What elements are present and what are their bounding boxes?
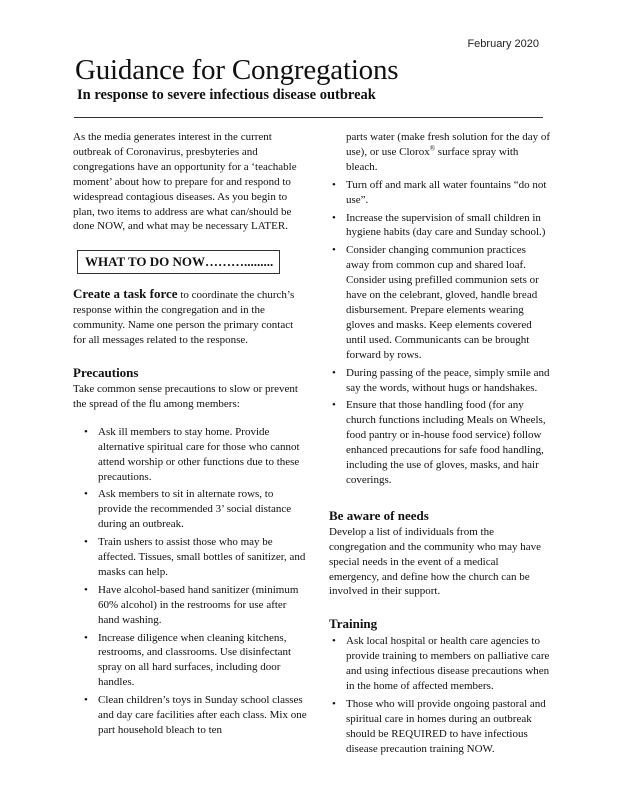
page-title: Guidance for Congregations <box>75 54 399 86</box>
needs-heading: Be aware of needs <box>329 507 429 523</box>
intro-paragraph: As the media generates interest in the current outbreak of Coronavirus, presbyteries and congregations have an opportunity for a ‘teachable moment’ about how to prepare for and respond to widespread contagious diseases. As you begin to plan, two items to address are what can/should be done NOW, and what may be necessary LATER. <box>73 131 297 233</box>
page-subtitle: In response to severe infectious disease outbreak <box>77 87 376 103</box>
list-item: • Ask ill members to stay home. Provide alternative spiritual care for those who cannot attend worship or other functions due to these precautions. <box>81 425 308 485</box>
precautions-list <box>81 425 308 738</box>
training-list <box>329 634 551 756</box>
list-item: • During passing of the peace, simply smile and say the words, without hugs or handshakes. <box>329 366 551 396</box>
list-item: • Increase the supervision of small children in hygiene habits (day care and Sunday school.) <box>329 211 551 241</box>
list-item: • Those who will provide ongoing pastoral and spiritual care in homes during an outbreak should be REQUIRED to have infectious disease precaution training NOW. <box>329 697 551 757</box>
title-rule <box>74 117 543 118</box>
needs-paragraph: Develop a list of individuals from the congregation and the community who may have special needs in the event of a medical emergency, and define how the church can be involved in their support. <box>329 525 541 598</box>
precautions-heading: Precautions <box>73 364 139 380</box>
list-item: • Increase diligence when cleaning kitchens, restrooms, and classrooms. Use disinfectant spray on all hard surfaces, including door handles. <box>81 631 308 691</box>
list-item: • Clean children’s toys in Sunday school classes and day care facilities after each class. Mix one part household bleach to ten <box>81 693 308 738</box>
list-item: • Train ushers to assist those who may be affected. Tissues, small bottles of sanitizer, and masks can help. <box>81 535 308 580</box>
right-column <box>329 130 551 760</box>
task-force-lead: Create a task force <box>73 286 178 302</box>
precautions-list-continued <box>329 178 551 488</box>
list-item: • Consider changing communion practices away from common cup and shared loaf. Consider using prefilled communion sets or have on the celebrant, gloved, handle bread disbursement. Prepare elements wearing gloves and masks. Keep elements covered until used. Communicants can be brought forward by rows. <box>329 243 551 362</box>
spacer <box>73 348 308 365</box>
continued-text: parts water (make fresh solution for the day of use), or use Clorox <box>346 131 551 158</box>
spacer <box>329 491 551 508</box>
registered-mark: ® <box>429 144 436 153</box>
list-item: • Ensure that those handling food (for any church functions including Meals on Wheels, food pantry or in-house food service) follow enhanced precautions for safe food handling, including the use of gloves, masks, and hair coverings. <box>329 398 551 487</box>
task-force-text: to coordinate the church’s response within the congregation and in the community. Name one person the primary contact for all messages related to the response. <box>73 289 295 347</box>
list-item: • Ask members to sit in alternate rows, to provide the recommended 3’ social distance during an outbreak. <box>81 487 308 532</box>
list-item-continued <box>329 130 551 175</box>
spacer <box>329 599 551 616</box>
list-item: • Ask local hospital or health care agencies to provide training to members on palliative care and using infectious disease precautions when in the home of affected members. <box>329 634 551 694</box>
what-to-do-box: WHAT TO DO NOW………......... <box>77 250 280 274</box>
date: February 2020 <box>467 38 539 50</box>
list-item: • Turn off and mark all water fountains “do not use”. <box>329 178 551 208</box>
continued-text-end: surface spray with bleach. <box>346 145 519 173</box>
precautions-intro: Take common sense precautions to slow or prevent the spread of the flu among members: <box>73 382 298 410</box>
left-column <box>73 130 308 741</box>
training-heading: Training <box>329 616 378 632</box>
list-item: • Have alcohol-based hand sanitizer (minimum 60% alcohol) in the restrooms for use after hand washing. <box>81 583 308 628</box>
task-force-paragraph <box>73 287 308 348</box>
